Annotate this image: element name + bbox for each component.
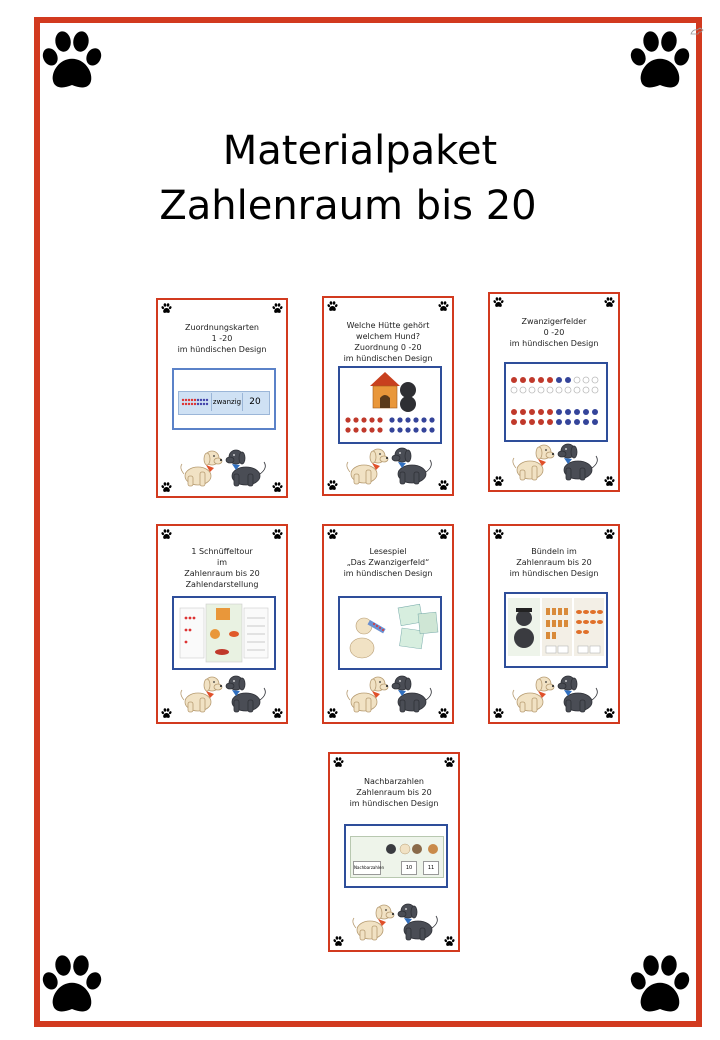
paw-icon xyxy=(438,480,449,491)
dog-faces-icon xyxy=(351,839,443,859)
card-title-line: Zuordnung 0 -20 xyxy=(354,343,422,352)
paw-icon xyxy=(628,30,692,94)
paw-icon xyxy=(40,954,104,1018)
page-subtitle: Zahlenraum bis 20 xyxy=(159,183,537,229)
page-title: Materialpaket xyxy=(222,128,498,174)
paw-icon xyxy=(327,708,338,719)
card-title-line: 1 -20 xyxy=(211,334,233,343)
paw-icon xyxy=(438,301,449,312)
product-card[interactable] xyxy=(156,524,288,724)
card-title xyxy=(336,776,452,809)
card-preview xyxy=(344,824,448,888)
card-title xyxy=(164,546,280,590)
product-card[interactable] xyxy=(328,752,460,952)
paw-icon xyxy=(438,708,449,719)
paw-icon xyxy=(493,476,504,487)
paw-icon xyxy=(493,708,504,719)
card-preview xyxy=(338,366,442,444)
number-word: zwanzig xyxy=(211,393,243,411)
paw-icon xyxy=(161,482,172,493)
sniff-tour-preview-icon xyxy=(174,598,274,668)
card-title-line: Zwanzigerfelder xyxy=(521,317,587,326)
paw-icon xyxy=(327,301,338,312)
card-preview xyxy=(172,368,276,430)
paw-icon xyxy=(604,297,615,308)
card-preview xyxy=(172,596,276,670)
dogs-illustration xyxy=(348,900,444,942)
dogs-illustration xyxy=(508,672,604,714)
neighbor-numbers-strip xyxy=(350,836,444,878)
paw-icon xyxy=(493,529,504,540)
twenty-field-preview-icon xyxy=(506,364,606,440)
product-card[interactable] xyxy=(322,524,454,724)
card-title-line: „Das Zwanzigerfeld“ xyxy=(346,558,430,567)
product-card[interactable] xyxy=(156,298,288,498)
card-title xyxy=(496,546,612,579)
product-card[interactable] xyxy=(322,296,454,496)
number-digit: 20 xyxy=(249,397,261,407)
number-card-strip xyxy=(178,391,270,415)
reading-game-preview-icon xyxy=(340,598,440,668)
card-title-line: im hündischen Design xyxy=(177,345,267,354)
paw-icon xyxy=(272,529,283,540)
product-card[interactable] xyxy=(488,524,620,724)
card-preview xyxy=(338,596,442,670)
card-title-line: im hündischen Design xyxy=(509,339,599,348)
doghouse-preview-icon xyxy=(340,368,440,442)
dogs-illustration xyxy=(342,672,438,714)
paw-icon xyxy=(161,529,172,540)
card-title-line: Nachbarzahlen xyxy=(363,777,424,786)
card-title-line: Lesespiel xyxy=(369,547,407,556)
paw-icon xyxy=(272,303,283,314)
product-card[interactable] xyxy=(488,292,620,492)
card-title-line: Zahlendarstellung xyxy=(185,580,259,589)
paw-icon xyxy=(327,480,338,491)
paw-icon xyxy=(604,529,615,540)
bundling-preview-icon xyxy=(506,594,606,666)
dogs-illustration xyxy=(342,444,438,486)
card-title-line: Welche Hütte gehört xyxy=(346,321,430,330)
card-title-line: 0 -20 xyxy=(543,328,565,337)
card-title-line: im xyxy=(216,558,227,567)
paw-icon xyxy=(444,757,455,768)
card-title xyxy=(330,546,446,579)
card-title xyxy=(164,322,280,355)
paw-icon xyxy=(161,303,172,314)
card-title xyxy=(330,320,446,364)
dogs-illustration xyxy=(176,446,272,488)
dogs-illustration xyxy=(508,440,604,482)
card-title-line: im hündischen Design xyxy=(343,569,433,578)
card-title-line: Zahlenraum bis 20 xyxy=(516,558,592,567)
card-title-line: Zuordnungskarten xyxy=(185,323,259,332)
paw-icon xyxy=(333,936,344,947)
dog-silhouette-icon xyxy=(690,26,704,36)
card-title-line: Zahlenraum bis 20 xyxy=(356,788,432,797)
paw-icon xyxy=(493,297,504,308)
card-title-line: 1 Schnüffeltour xyxy=(191,547,253,556)
paw-icon xyxy=(438,529,449,540)
paw-icon xyxy=(272,708,283,719)
dot-row-icon xyxy=(181,398,209,406)
neighbor-numbers-label: Nachbarzahlen xyxy=(353,861,381,875)
paw-icon xyxy=(604,476,615,487)
paw-icon xyxy=(327,529,338,540)
dogs-illustration xyxy=(176,672,272,714)
paw-icon xyxy=(333,757,344,768)
paw-icon xyxy=(161,708,172,719)
paw-icon xyxy=(272,482,283,493)
card-title-line: im hündischen Design xyxy=(343,354,433,363)
card-title xyxy=(496,316,612,349)
card-title-line: Bündeln im xyxy=(531,547,577,556)
paw-icon xyxy=(40,30,104,94)
neighbor-number: 10 xyxy=(401,861,417,875)
paw-icon xyxy=(444,936,455,947)
card-title-line: Zahlenraum bis 20 xyxy=(184,569,260,578)
card-title-line: welchem Hund? xyxy=(356,332,420,341)
card-title-line: im hündischen Design xyxy=(509,569,599,578)
paw-icon xyxy=(604,708,615,719)
card-preview xyxy=(504,362,608,442)
paw-icon xyxy=(628,954,692,1018)
card-preview xyxy=(504,592,608,668)
card-title-line: im hündischen Design xyxy=(349,799,439,808)
neighbor-number: 11 xyxy=(423,861,439,875)
